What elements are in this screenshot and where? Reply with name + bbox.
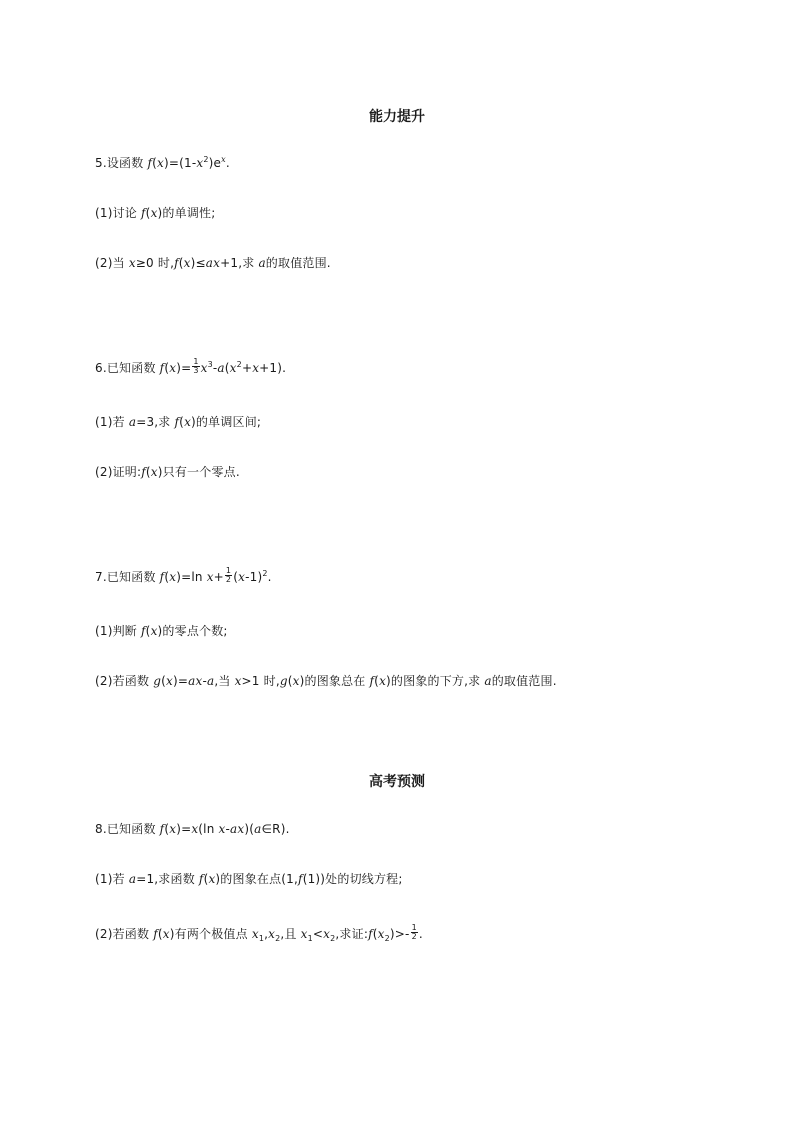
question-8-part-2: (2)若函数 f(x)有两个极值点 $x_1,x_2$,且 $x_1<x_2$,求证$:f(x_2)>-$ $\frac{1}{2}$ . <box>95 923 423 943</box>
question-5-stem: 5.设函数 $f(x)=(1-x^2)e^x$. <box>95 155 230 170</box>
question-7-stem: 7.已知函数 f(x)=ln x+ $\frac{1}{2}$ $(x-1)^2$. <box>95 566 272 584</box>
fraction-one-half: $\frac{1}{2}$ <box>225 566 232 584</box>
fraction-one-half: $\frac{1}{2}$ <box>411 923 417 941</box>
question-7-part-1: (1)判断 f(x)的零点个数; <box>95 624 228 638</box>
question-6-stem: 6.已知函数 f(x)= $\frac{1}{3}$ $x^3-a(x^2+x+1)$. <box>95 357 287 375</box>
question-6-part-1: (1)若 a=3,求 f(x)的单调区间; <box>95 415 262 429</box>
question-6-part-2: (2)证明:f(x)只有一个零点. <box>95 465 240 479</box>
section-title-ability: 能力提升 <box>369 109 425 125</box>
question-5-part-1: (1)讨论 f(x)的单调性; <box>95 206 216 220</box>
section-title-forecast: 高考预测 <box>369 774 425 790</box>
question-8-part-1: (1)若 a=1,求函数 f(x)的图象在点(1,f(1))处的切线方程; <box>95 872 403 886</box>
question-5-part-2: (2)当 x≥0 时,f(x)≤ax+1,求 a的取值范围. <box>95 256 331 270</box>
question-8-stem: 8.已知函数 f(x)=x(ln x-ax)(a∈R). <box>95 822 290 836</box>
fraction-one-third: $\frac{1}{3}$ <box>193 357 199 375</box>
question-7-part-2: (2)若函数 g(x)=ax-a,当 x>1 时,g(x)的图象总在 f(x)的图象的下方,求 a的取值范围. <box>95 674 557 688</box>
